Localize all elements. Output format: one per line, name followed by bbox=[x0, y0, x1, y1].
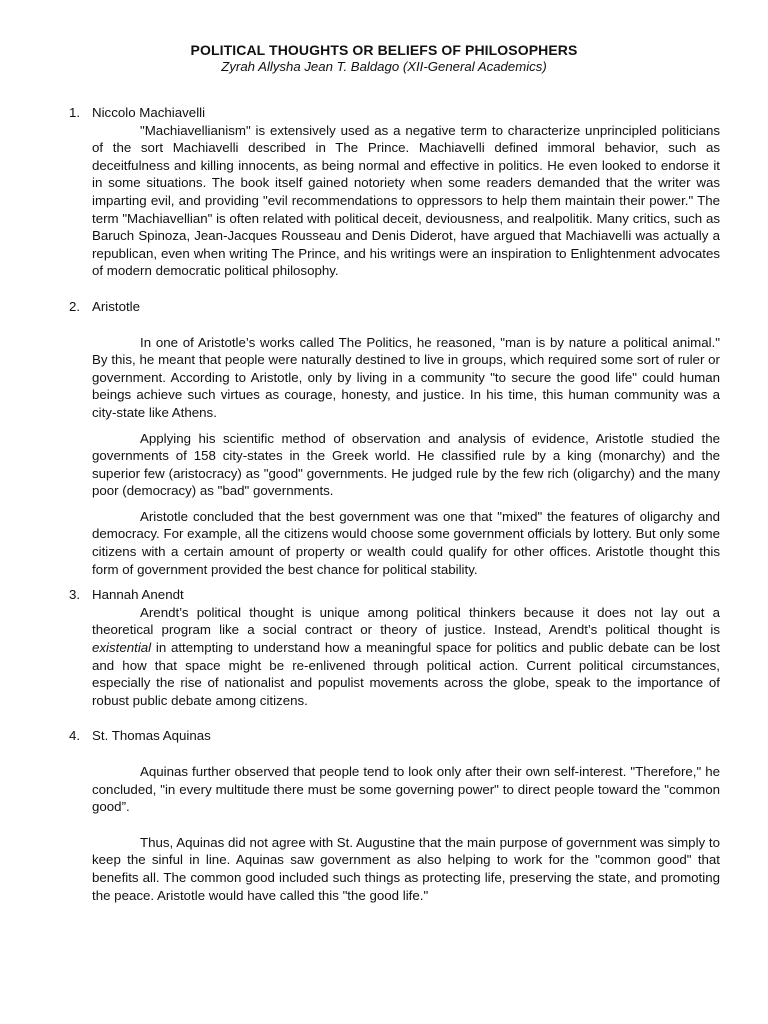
document-author: Zyrah Allysha Jean T. Baldago (XII-General Academics) bbox=[221, 59, 547, 74]
section-number: 1. bbox=[69, 105, 81, 120]
section-heading bbox=[69, 727, 720, 745]
section-heading bbox=[69, 298, 720, 316]
section-paragraph: Applying his scientific method of observation and analysis of evidence, Aristotle studied the governments of 158 city-states in the Greek world. He classified rule by a king (monarchy) and the superior few (aristocracy) as "good" governments. He judged rule by the few rich (oligarchy) and the many poor (democracy) as "bad" governments. bbox=[92, 430, 720, 499]
section-heading bbox=[69, 586, 720, 604]
paragraph-text: Arendt’s political thought is unique among political thinkers because it does not lay out a theoretical program like a social contract or theory of justice. Instead, Arendt’s political thought is bbox=[92, 604, 720, 638]
section-arendt bbox=[69, 586, 720, 709]
emphasis-text: existential bbox=[92, 640, 152, 656]
section-paragraph: Aquinas further observed that people tend to look only after their own self-interest. "Therefore," he concluded, "in every multitude there must be some governing power" to direct people toward the "common good”. bbox=[92, 764, 720, 815]
paragraph-text: in attempting to understand how a meaningful space for politics and public debate can be lost and how that space might be re-enlivened through political action. Current political circumstances, especially the rise of nationalist and populist movements across the globe, speak to the importance of robust public debate among citizens. bbox=[92, 640, 720, 708]
section-aristotle bbox=[69, 298, 720, 578]
section-heading-text: Hannah Anendt bbox=[92, 587, 184, 603]
section-heading-text: Aristotle bbox=[92, 298, 141, 314]
section-number: 2. bbox=[69, 298, 81, 314]
section-heading-text: St. Thomas Aquinas bbox=[92, 728, 211, 744]
section-heading bbox=[69, 104, 720, 122]
section-aquinas bbox=[69, 727, 720, 904]
section-number: 4. bbox=[69, 728, 81, 744]
section-paragraph: "Machiavellianism" is extensively used as a negative term to characterize unprincipled politicians of the sort Machiavelli described in The Prince. Machiavelli defined immoral behavior, such as deceitfulness and killing innocents, as being normal and effective in politics. He even looked to endorse it in some situations. The book itself gained notoriety when some readers demanded that the writer was imparting evil, and providing "evil recommendations to oppressors to help them maintain their power." The term "Machiavellian" is often related with political deceit, deviousness, and realpolitik. Many critics, such as Baruch Spinoza, Jean-Jacques Rousseau and Denis Diderot, have argued that Machiavelli was actually a republican, even when writing The Prince, and his writings were an inspiration to Enlightenment advocates of modern democratic political philosophy. bbox=[92, 122, 720, 279]
section-number: 3. bbox=[69, 587, 81, 603]
section-paragraph: In one of Aristotle’s works called The Politics, he reasoned, "man is by nature a political animal." By this, he meant that people were naturally destined to live in groups, which required some sort of ruler or government. According to Aristotle, only by living in a community "to secure the good life" could human beings achieve such virtues as courage, honesty, and justice. In his time, this human community was a city-state like Athens. bbox=[92, 334, 720, 420]
section-paragraph: Aristotle concluded that the best government was one that "mixed" the features of oligarchy and democracy. For example, all the citizens would choose some government officials by lottery. But only some citizens with a certain amount of property or wealth could qualify for other offices. Aristotle thought this form of government provided the best chance for political stability. bbox=[92, 508, 720, 577]
document-body bbox=[69, 104, 720, 904]
section-paragraph bbox=[92, 604, 720, 710]
section-heading-text: Niccolo Machiavelli bbox=[92, 105, 206, 120]
document-title: POLITICAL THOUGHTS OR BELIEFS OF PHILOSOPHERS bbox=[190, 42, 578, 58]
section-paragraph: Thus, Aquinas did not agree with St. Augustine that the main purpose of government was simply to keep the sinful in line. Aquinas saw government as also helping to work for the "common good" that benefits all. The common good included such things as protecting life, preserving the state, and promoting the peace. Aristotle would have called this "the good life." bbox=[92, 834, 720, 903]
section-machiavelli bbox=[69, 104, 720, 280]
